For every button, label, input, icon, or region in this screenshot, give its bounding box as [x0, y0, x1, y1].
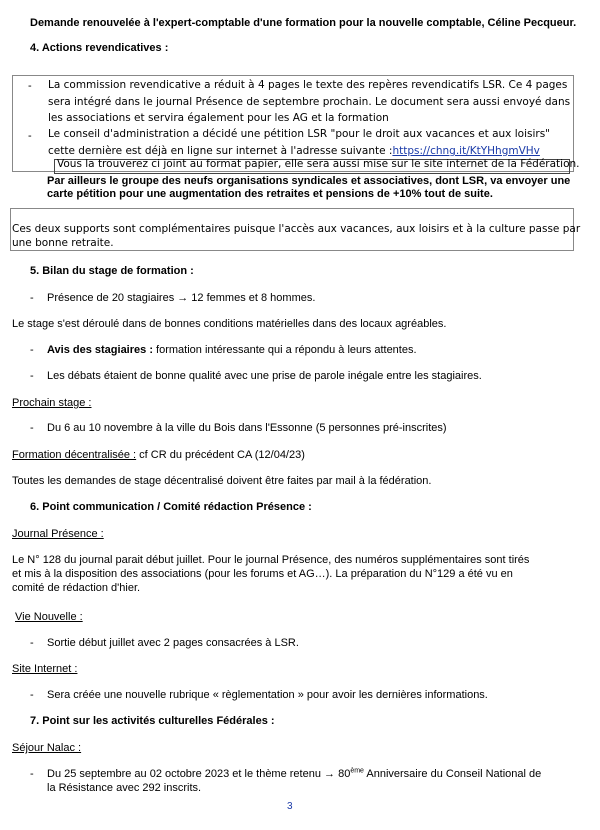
list-dash: - [30, 344, 34, 356]
list-dash: - [28, 130, 32, 142]
sejour-label: Séjour Nalac : [12, 742, 82, 754]
decentralized-text: cf CR du précédent CA (12/04/23) [136, 449, 305, 461]
box-line-1: La commission revendicative a réduit à 4 pages le texte des repères revendicatifs LSR. Ce 4 pages [48, 79, 568, 91]
list-item-sejour-line-2: la Résistance avec 292 inscrits. [47, 782, 202, 794]
journal-line-2: et mis à la disposition des associations (pour les forums et AG…). La préparation du N°129 a été vu en [12, 568, 513, 580]
sejour-superscript: ème [350, 767, 364, 775]
site-internet-label: Site Internet : [12, 663, 78, 675]
list-item-debates: Les débats étaient de bonne qualité avec une prise de parole inégale entre les stagiaires. [47, 370, 482, 382]
page-number: 3 [287, 801, 293, 812]
feedback-label: Avis des stagiaires : [47, 344, 153, 356]
list-item-vie-nouvelle: Sortie début juillet avec 2 pages consacrées à LSR. [47, 637, 299, 649]
list-item-sejour-line-1 [47, 767, 541, 781]
section-4-heading: 4. Actions revendicatives : [30, 42, 169, 54]
journal-label: Journal Présence : [12, 528, 104, 540]
feedback-text: formation intéressante qui a répondu à leurs attentes. [152, 344, 417, 356]
list-dash: - [30, 689, 34, 701]
list-dash: - [30, 370, 34, 382]
section-6-heading: 6. Point communication / Comité rédaction Présence : [30, 501, 312, 513]
stage-paragraph: Le stage s'est déroulé dans de bonnes conditions matérielles dans des locaux agréables. [12, 318, 447, 330]
list-item-next-stage: Du 6 au 10 novembre à la ville du Bois dans l'Essonne (5 personnes pré-inscrites) [47, 422, 447, 434]
box-line-6: Vous la trouverez ci joint au format papier, elle sera aussi mise sur le site internet de la Fédération. [57, 158, 580, 170]
supports-line-2: une bonne retraite. [12, 237, 114, 249]
list-dash: - [30, 292, 34, 304]
journal-line-3: comité de rédaction d'hier. [12, 582, 141, 594]
box-line-4: Le conseil d'administration a décidé une pétition LSR "pour le droit aux vacances et aux loisirs" [48, 128, 550, 140]
box-line-3: les associations et servira également pour les AG et la formation [48, 112, 389, 124]
box-line-2: sera intégré dans le journal Présence de septembre prochain. Le document sera aussi envoyé dans [48, 96, 571, 108]
list-item-site: Sera créée une nouvelle rubrique « règlementation » pour avoir les dernières informations. [47, 689, 488, 701]
next-stage-label: Prochain stage : [12, 397, 92, 409]
bold-para-line-1: Par ailleurs le groupe des neufs organisations syndicales et associatives, dont LSR, va envoyer une [47, 175, 571, 187]
bold-para-line-2: carte pétition pour une augmentation des retraites et pensions de +10% tout de suite. [47, 188, 493, 200]
list-dash: - [30, 637, 34, 649]
list-dash: - [30, 422, 34, 434]
list-dash: - [30, 768, 34, 780]
decentralized-training [12, 448, 305, 462]
journal-line-1: Le N° 128 du journal parait début juillet. Pour le journal Présence, des numéros supplémentaires sont tirés [12, 554, 530, 566]
sejour-text-a: Du 25 septembre au 02 octobre 2023 et le thème retenu → 80 [47, 768, 351, 780]
sejour-text-b: Anniversaire du Conseil National de [363, 768, 542, 780]
section-5-heading: 5. Bilan du stage de formation : [30, 265, 194, 277]
petition-link[interactable]: https://chng.it/KtYHhgmVHv [392, 145, 540, 157]
list-item-feedback [47, 343, 417, 357]
intro-line: Demande renouvelée à l'expert-comptable d'une formation pour la nouvelle comptable, Céline Pecqueur. [30, 17, 577, 29]
decentralized-label: Formation décentralisée : [12, 449, 137, 461]
supports-line-1: Ces deux supports sont complémentaires puisque l'accès aux vacances, aux loisirs et à la culture passe par [12, 223, 581, 235]
box-line-5-text: cette dernière est déjà en ligne sur internet à l'adresse suivante : [48, 145, 393, 157]
section-7-heading: 7. Point sur les activités culturelles Fédérales : [30, 715, 275, 727]
list-item-attendance: Présence de 20 stagiaires → 12 femmes et 8 hommes. [47, 292, 316, 304]
decentralized-paragraph: Toutes les demandes de stage décentralisé doivent être faites par mail à la fédération. [12, 475, 432, 487]
list-dash: - [28, 80, 32, 92]
vie-nouvelle-label: Vie Nouvelle : [15, 611, 83, 623]
